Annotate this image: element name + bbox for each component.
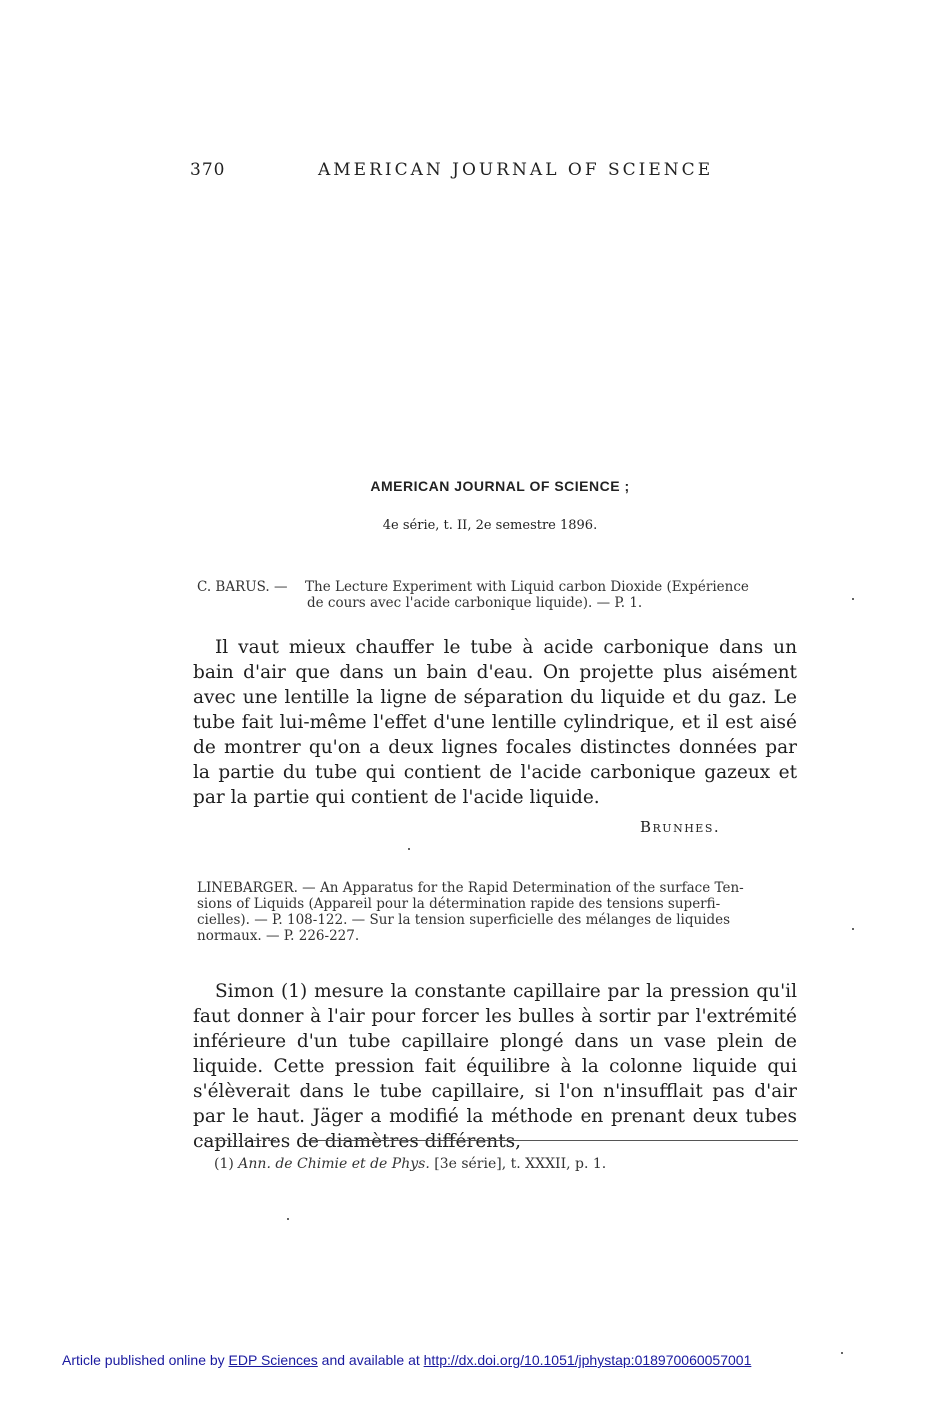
reference-line: normaux. — P. 226-227. <box>197 928 360 944</box>
reference-linebarger <box>197 880 797 944</box>
doi-link[interactable]: http://dx.doi.org/10.1051/jphystap:018970060057001 <box>423 1352 752 1368</box>
footer-middle: and available at <box>321 1352 420 1368</box>
edp-sciences-link[interactable]: EDP Sciences <box>228 1352 318 1368</box>
reference-line: LINEBARGER. — An Apparatus for the Rapid Determination of the surface Ten- <box>197 880 744 896</box>
footnote-rule-short <box>200 1140 276 1141</box>
reference-line <box>197 579 797 595</box>
reference-text: The Lecture Experiment with Liquid carbon Dioxide (Expérience <box>305 579 749 595</box>
stray-mark <box>841 1352 843 1354</box>
footnote-marker: (1) <box>214 1156 234 1172</box>
stray-mark <box>852 598 854 600</box>
section-title: AMERICAN JOURNAL OF SCIENCE ; <box>370 478 630 494</box>
section-subtitle: 4e série, t. II, 2e semestre 1896. <box>382 518 598 533</box>
reference-author: C. BARUS. — <box>197 579 288 595</box>
footer-prefix: Article published online by <box>62 1352 225 1368</box>
reference-barus <box>197 579 797 611</box>
stray-mark <box>287 1218 289 1220</box>
reference-line: de cours avec l'acide carbonique liquide). — P. 1. <box>307 595 643 611</box>
footnote <box>214 1156 606 1172</box>
stray-mark <box>852 928 854 930</box>
publisher-footer <box>62 1352 751 1368</box>
paragraph-linebarger <box>193 979 797 1154</box>
page-number: 370 <box>190 160 226 180</box>
paragraph-text: Il vaut mieux chauffer le tube à acide carbonique dans un bain d'air que dans un bain d'eau. On projette plus aisément avec une lentille la ligne de séparation du liquide et du gaz. Le tube fait lui-même l'effet d'une lentille cylindrique, et il est aisé de montrer qu'on a deux lignes focales distinctes données par la partie du tube qui contient de l'acide carbonique gazeux et par la partie qui contient de l'acide liquide. <box>193 637 797 808</box>
reference-line: sions of Liquids (Appareil pour la détermination rapide des tensions superfi- <box>197 896 721 912</box>
footnote-journal: Ann. de Chimie et de Phys. <box>238 1156 430 1172</box>
signature: Brunhes. <box>640 818 721 836</box>
paragraph-text: Simon (1) mesure la constante capillaire par la pression qu'il faut donner à l'air pour forcer les bulles à sortir par l'extrémité inférieure d'un tube capillaire plongé dans un vase plein de liquide. Cette pression fait équilibre à la colonne liquide qui s'élèverait dans le tube capillaire, si l'on n'insufflait pas d'air par le haut. Jäger a modifié la méthode en prenant deux tubes capillaires de diamètres différents, <box>193 981 797 1152</box>
paragraph-barus <box>193 635 797 810</box>
footnote-rule <box>306 1140 798 1141</box>
footnote-details: [3e série], t. XXXII, p. 1. <box>434 1156 607 1172</box>
stray-mark <box>408 848 410 850</box>
running-title: AMERICAN JOURNAL OF SCIENCE <box>318 160 714 180</box>
reference-line: cielles). — P. 108-122. — Sur la tension superficielle des mélanges de liquides <box>197 912 731 928</box>
